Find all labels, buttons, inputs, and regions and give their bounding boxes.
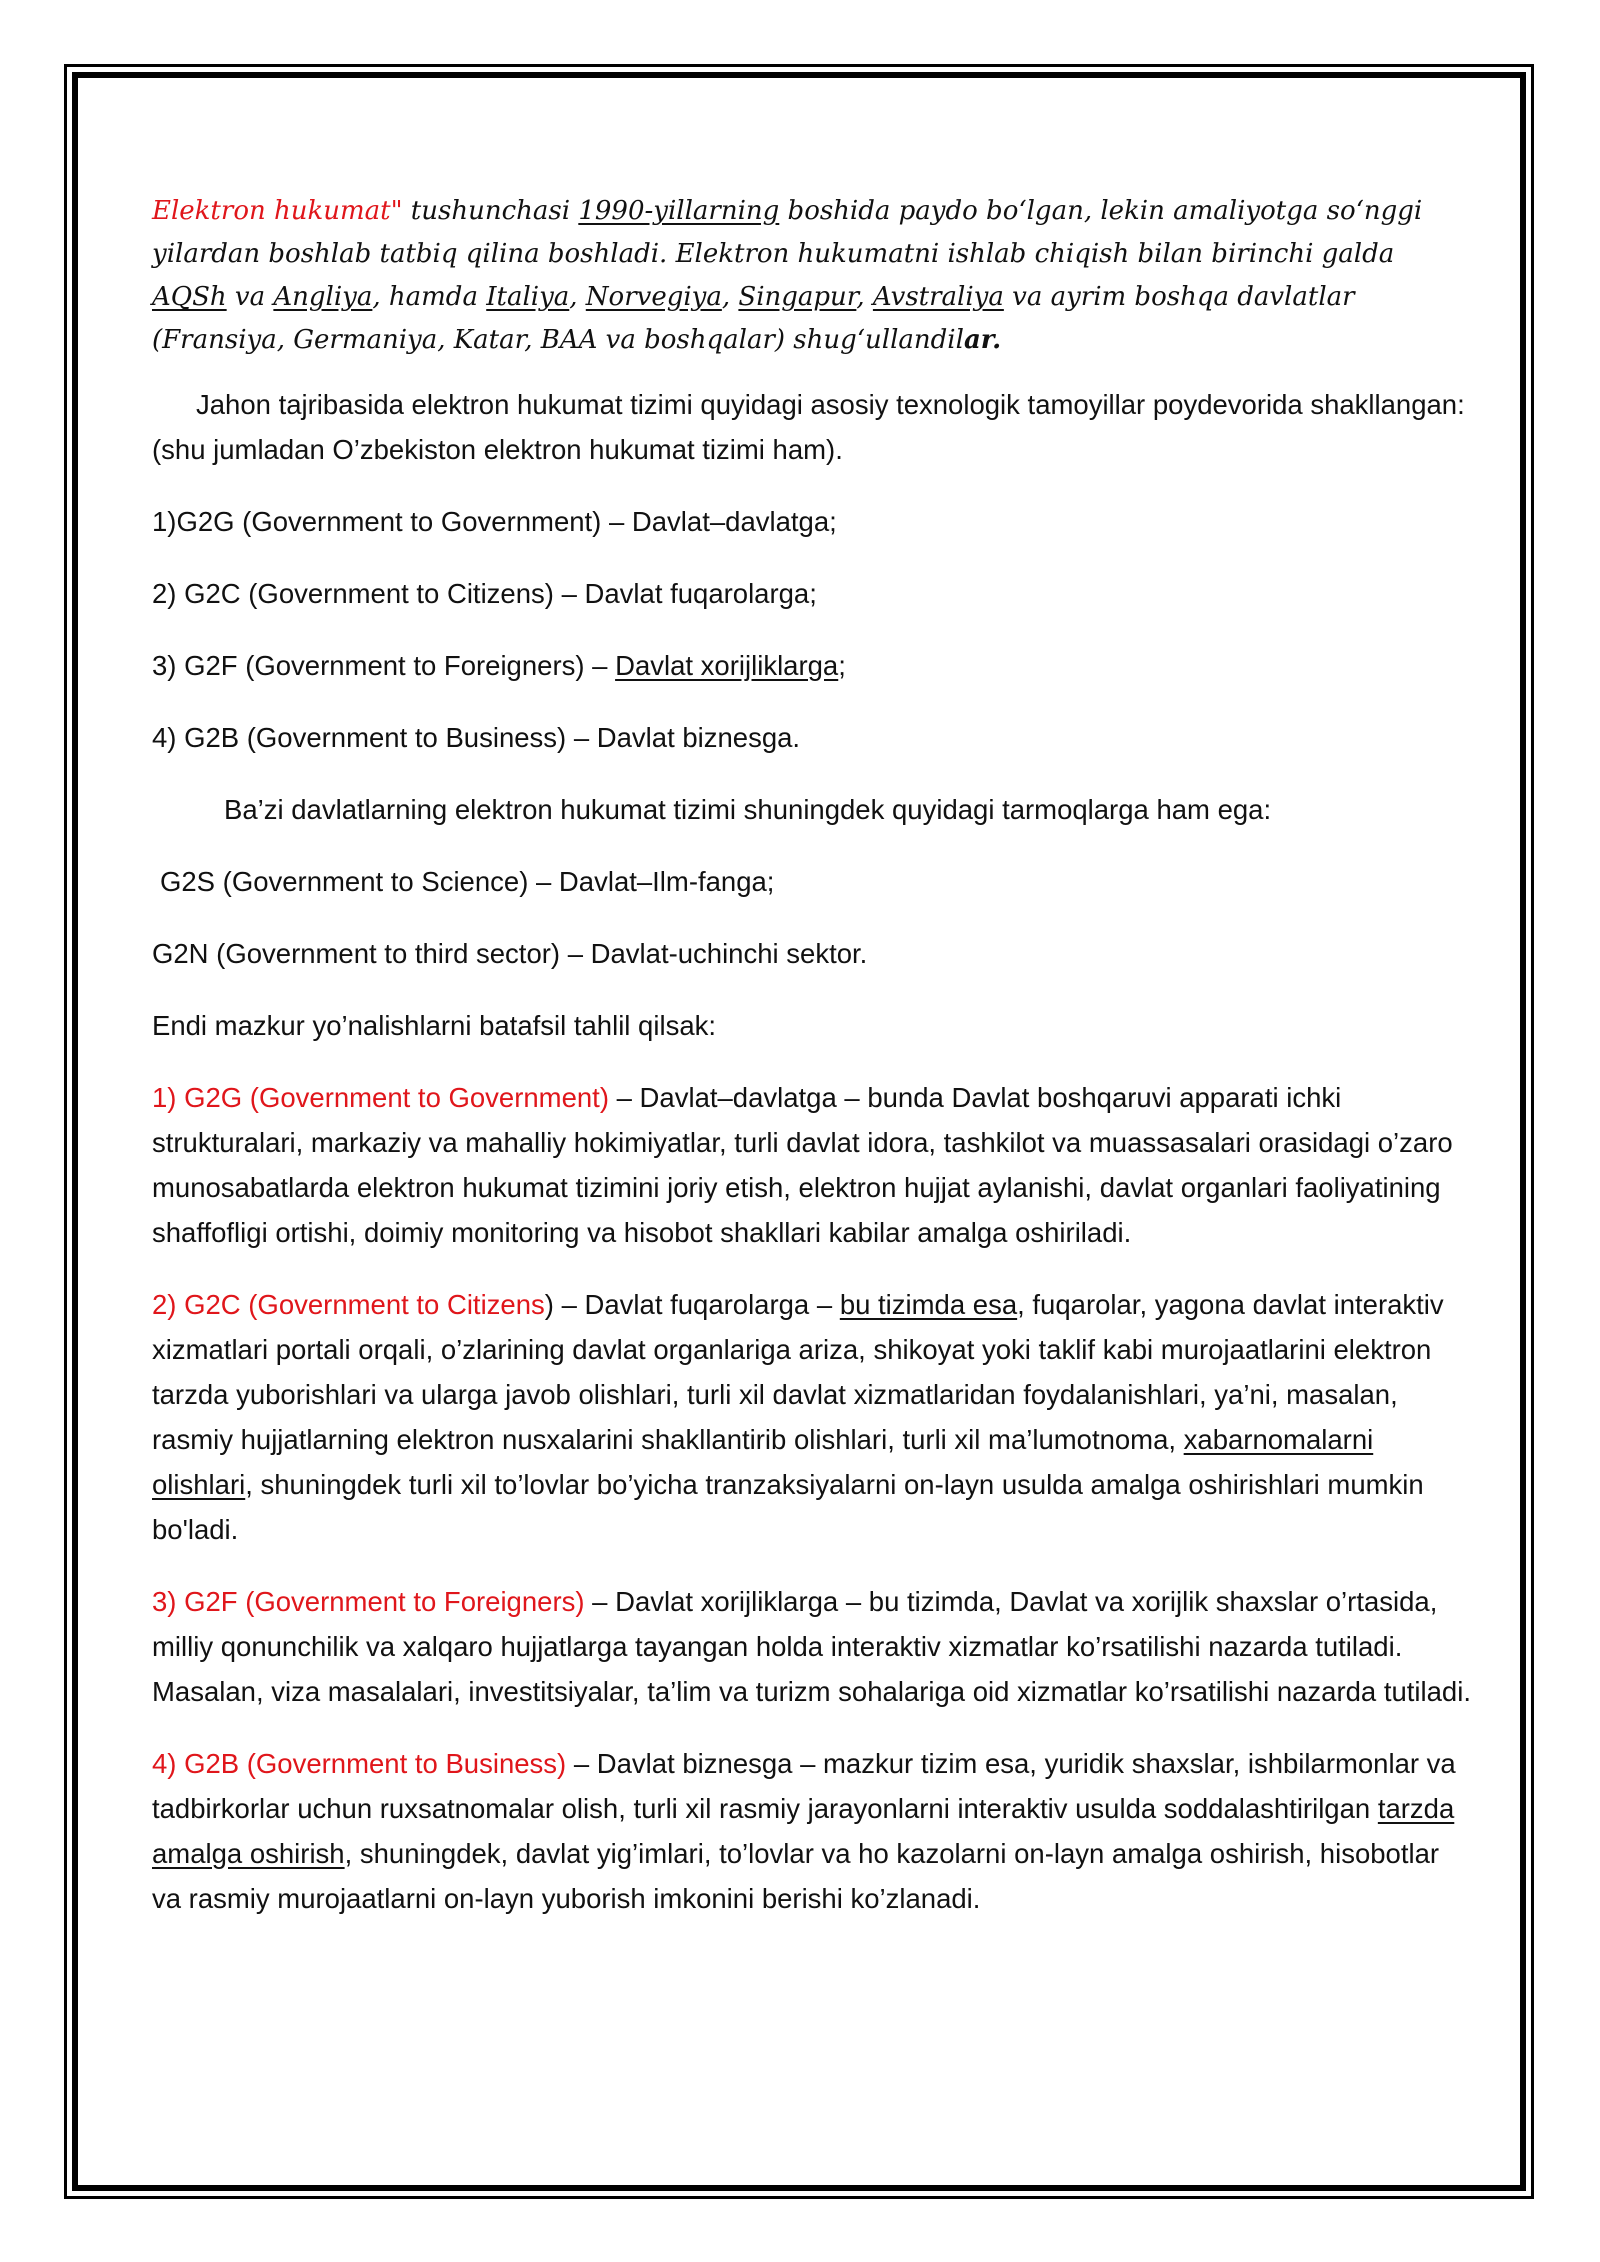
intro-underline-years: 1990-yillarning <box>578 196 780 226</box>
intro-text: , <box>721 282 739 312</box>
list-item-g2g: 1)G2G (Government to Government) – Davlat–davlatga; <box>152 506 837 537</box>
detail-g2g <box>152 1075 1472 1255</box>
list-item-g2s: G2S (Government to Science) – Davlat–Ilm-fanga; <box>160 866 775 897</box>
list-item-underline: Davlat xorijliklarga <box>615 650 839 681</box>
detail-text: , shuningdek, davlat yig’imlari, to’lovlar va ho kazolarni on-layn amalga oshirish, hisobotlar va rasmiy murojaatlarni on-layn yuborish imkonini berishi ko’zlanadi. <box>152 1838 1440 1914</box>
list-item-text: ; <box>838 650 846 681</box>
intro-text: va ayrim boshqa davlatlar (Fransiya, Germaniya, Katar, BAA va boshqalar) shug‘ullandil <box>152 282 1355 355</box>
intro-underline-angliya: Angliya <box>273 282 373 312</box>
intro-text: boshida paydo bo‘lgan, lekin amaliyotga so‘nggi yilardan boshlab tatbiq qilina boshladi. Elektron hukumatni ishlab chiqish bilan birinchi galda <box>152 196 1423 269</box>
intro-term: Elektron hukumat" <box>152 196 403 226</box>
detail-heading: 4) G2B (Government to Business) <box>152 1748 567 1779</box>
intro-text: va <box>226 282 274 312</box>
detail-text: , fuqarolar, yagona davlat interaktiv xizmatlari portali orqali, o’zlarining davlat organlariga ariza, shikoyat yoki taklif kabi murojaatlarini elektron tarzda yuborishlari va ularga javob olishlari, turli xil davlat xizmatlaridan foydalanishlari, ya’ni, masalan, rasmiy hujjatlarning elektron nusxalarini shakllantirib olishlari, turli xil ma’lumotnoma, <box>152 1289 1444 1455</box>
detail-underline: xabarnomalarni olishlari <box>152 1424 1374 1500</box>
detail-text: – Davlat biznesga – mazkur tizim esa, yuridik shaxslar, ishbilarmonlar va tadbirkorlar uchun ruxsatnomalar olish, turli xil rasmiy jarayonlarni interaktiv usulda soddalashtirilgan <box>152 1748 1456 1824</box>
paragraph-some-states: Ba’zi davlatlarning elektron hukumat tizimi shuningdek quyidagi tarmoqlarga ham ega: <box>224 794 1272 825</box>
detail-underline: tarzda amalga oshirish <box>152 1793 1455 1869</box>
intro-underline-avstraliya: Avstraliya <box>872 282 1004 312</box>
detail-heading: 3) G2F (Government to Foreigners) <box>152 1586 585 1617</box>
detail-g2c <box>152 1282 1472 1552</box>
intro-text: , <box>856 282 873 312</box>
document-body <box>152 190 1472 1948</box>
intro-underline-italiya: Italiya <box>486 282 570 312</box>
intro-underline-aqsh: AQSh <box>152 282 227 312</box>
detail-heading: 2) G2C (Government to Citizens <box>152 1289 545 1320</box>
list-item-g2b: 4) G2B (Government to Business) – Davlat biznesga. <box>152 722 801 753</box>
detail-text: ) – Davlat fuqarolarga – <box>544 1289 840 1320</box>
detail-heading: 1) G2G (Government to Government) <box>152 1082 609 1113</box>
list-item-text: 3) G2F (Government to Foreigners) – <box>152 650 616 681</box>
intro-text: , hamda <box>372 282 487 312</box>
intro-text: tushunchasi <box>402 196 579 226</box>
list-item-g2n: G2N (Government to third sector) – Davlat-uchinchi sektor. <box>152 938 868 969</box>
paragraph-world-experience: Jahon tajribasida elektron hukumat tizimi quyidagi asosiy texnologik tamoyillar poydevorida shakllangan: (shu jumladan O’zbekiston elektron hukumat tizimi ham). <box>152 389 1465 465</box>
detail-text: – Davlat–davlatga – bunda Davlat boshqaruvi apparati ichki strukturalari, markaziy va mahalliy hokimiyatlar, turli davlat idora, tashkilot va muassasalari orasidagi o’zaro munosabatlarda elektron hukumat tizimini joriy etish, elektron hujjat aylanishi, davlat organlari faoliyatining shaffofligi ortishi, doimiy monitoring va hisobot shakllari kabilar amalga oshiriladi. <box>152 1082 1453 1248</box>
paragraph-analysis-intro: Endi mazkur yo’nalishlarni batafsil tahlil qilsak: <box>152 1010 717 1041</box>
list-item-g2f <box>152 643 1472 688</box>
detail-underline: bu tizimda esa <box>839 1289 1018 1320</box>
detail-g2b <box>152 1741 1472 1921</box>
intro-text: , <box>569 282 586 312</box>
list-item-g2c: 2) G2C (Government to Citizens) – Davlat fuqarolarga; <box>152 578 817 609</box>
intro-underline-singapur: Singapur <box>738 282 857 312</box>
intro-paragraph <box>152 190 1472 362</box>
detail-text: , shuningdek turli xil to’lovlar bo’yicha tranzaksiyalarni on-layn usulda amalga oshirishlari mumkin bo'ladi. <box>152 1469 1424 1545</box>
detail-text: – Davlat xorijliklarga – bu tizimda, Davlat va xorijlik shaxslar o’rtasida, milliy qonunchilik va xalqaro hujjatlarga tayangan holda interaktiv xizmatlar ko’rsatilishi nazarda tutiladi. Masalan, viza masalalari, investitsiyalar, ta’lim va turizm sohalariga oid xizmatlar ko’rsatilishi nazarda tutiladi. <box>152 1586 1471 1707</box>
intro-underline-norvegiya: Norvegiya <box>585 282 722 312</box>
intro-bold-end: ar. <box>963 325 1002 355</box>
detail-g2f <box>152 1579 1472 1714</box>
